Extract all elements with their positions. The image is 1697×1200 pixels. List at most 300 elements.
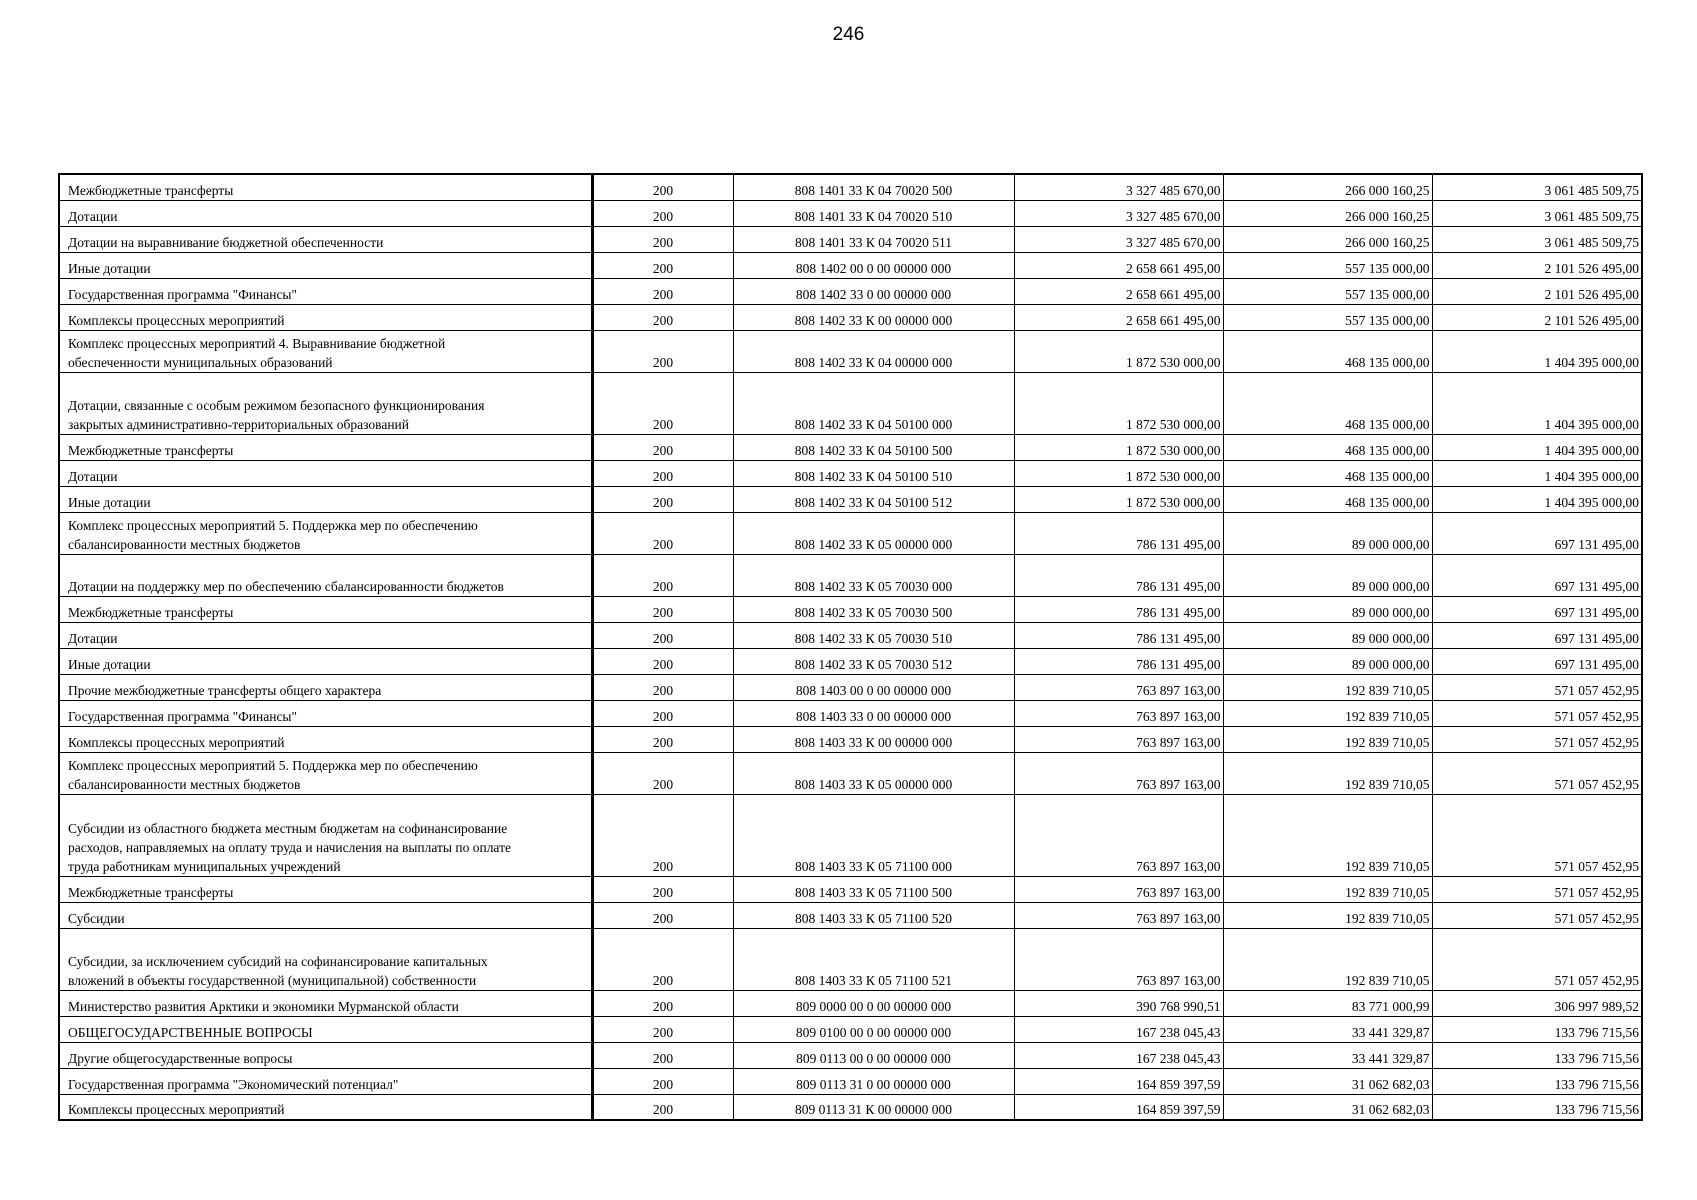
row-remainder-cell	[1432, 1016, 1642, 1042]
row-executed-cell	[1223, 554, 1432, 596]
row-code-cell	[592, 554, 733, 596]
row-name-text: Дотации на поддержку мер по обеспечению сбалансированности бюджетов	[68, 578, 504, 594]
row-executed-text: 468 135 000,00	[1345, 354, 1430, 370]
row-name-text: Комплексы процессных мероприятий	[68, 312, 285, 328]
row-remainder-cell	[1432, 330, 1642, 372]
row-code-text: 200	[652, 708, 674, 724]
row-executed-cell	[1223, 648, 1432, 674]
row-name-text: Другие общегосударственные вопросы	[68, 1050, 293, 1066]
table-row	[59, 1094, 1642, 1120]
row-executed-cell	[1223, 252, 1432, 278]
row-name-text: Дотации	[68, 208, 118, 224]
row-name-cell	[59, 1016, 592, 1042]
row-code-text: 200	[652, 630, 674, 646]
row-plan-text: 167 238 045,43	[1136, 1024, 1221, 1040]
row-name-text: Иные дотации	[68, 656, 151, 672]
row-executed-cell	[1223, 226, 1432, 252]
row-plan-text: 167 238 045,43	[1136, 1050, 1221, 1066]
row-plan-text: 763 897 163,00	[1136, 776, 1221, 792]
row-kbk-cell	[733, 434, 1014, 460]
table-row	[59, 876, 1642, 902]
row-code-text: 200	[652, 776, 674, 792]
row-remainder-cell	[1432, 460, 1642, 486]
row-executed-cell	[1223, 726, 1432, 752]
row-code-cell	[592, 512, 733, 554]
row-plan-cell	[1014, 372, 1223, 434]
row-name-text: Прочие межбюджетные трансферты общего характера	[68, 682, 382, 698]
row-remainder-cell	[1432, 1094, 1642, 1120]
row-remainder-cell	[1432, 486, 1642, 512]
row-executed-cell	[1223, 1042, 1432, 1068]
row-executed-text: 31 062 682,03	[1351, 1076, 1430, 1092]
row-executed-text: 192 839 710,05	[1345, 858, 1430, 874]
row-code-cell	[592, 700, 733, 726]
row-executed-text: 266 000 160,25	[1345, 208, 1430, 224]
row-remainder-text: 1 404 395 000,00	[1544, 442, 1639, 458]
row-kbk-cell	[733, 252, 1014, 278]
row-executed-cell	[1223, 876, 1432, 902]
row-kbk-text: 808 1402 33 0 00 00000 000	[795, 286, 952, 302]
row-plan-cell	[1014, 1016, 1223, 1042]
row-plan-text: 2 658 661 495,00	[1126, 286, 1221, 302]
row-plan-cell	[1014, 1042, 1223, 1068]
row-kbk-cell	[733, 174, 1014, 200]
row-kbk-text: 808 1402 33 К 04 50100 512	[794, 494, 953, 510]
row-executed-cell	[1223, 1016, 1432, 1042]
row-name-cell	[59, 876, 592, 902]
row-remainder-text: 571 057 452,95	[1554, 972, 1639, 988]
row-code-text: 200	[652, 998, 674, 1014]
row-name-cell	[59, 226, 592, 252]
row-code-text: 200	[652, 858, 674, 874]
row-plan-text: 1 872 530 000,00	[1126, 442, 1221, 458]
row-remainder-cell	[1432, 434, 1642, 460]
row-remainder-cell	[1432, 1068, 1642, 1094]
row-remainder-cell	[1432, 1042, 1642, 1068]
row-name-text: Межбюджетные трансферты	[68, 884, 234, 900]
row-remainder-cell	[1432, 928, 1642, 990]
row-name-text: Комплекс процессных мероприятий 5. Поддержка мер по обеспечению сбалансированности местных бюджетов	[68, 757, 478, 792]
row-remainder-text: 571 057 452,95	[1554, 708, 1639, 724]
row-executed-text: 266 000 160,25	[1345, 234, 1430, 250]
row-remainder-text: 697 131 495,00	[1554, 536, 1639, 552]
row-name-cell	[59, 200, 592, 226]
row-name-text: Государственная программа "Экономический потенциал"	[68, 1076, 399, 1092]
row-plan-text: 763 897 163,00	[1136, 884, 1221, 900]
row-plan-cell	[1014, 648, 1223, 674]
row-kbk-cell	[733, 1016, 1014, 1042]
row-code-text: 200	[652, 578, 674, 594]
row-code-text: 200	[652, 312, 674, 328]
row-plan-text: 786 131 495,00	[1136, 536, 1221, 552]
row-name-text: Комплексы процессных мероприятий	[68, 734, 285, 750]
row-kbk-cell	[733, 226, 1014, 252]
row-remainder-cell	[1432, 726, 1642, 752]
row-code-cell	[592, 1042, 733, 1068]
row-plan-cell	[1014, 700, 1223, 726]
row-remainder-text: 133 796 715,56	[1554, 1024, 1639, 1040]
row-executed-cell	[1223, 372, 1432, 434]
row-plan-cell	[1014, 252, 1223, 278]
row-kbk-cell	[733, 460, 1014, 486]
row-remainder-cell	[1432, 304, 1642, 330]
table-row	[59, 674, 1642, 700]
row-name-text: Комплексы процессных мероприятий	[68, 1102, 285, 1117]
row-plan-cell	[1014, 1068, 1223, 1094]
row-code-cell	[592, 1068, 733, 1094]
row-executed-text: 468 135 000,00	[1345, 442, 1430, 458]
row-executed-text: 192 839 710,05	[1345, 734, 1430, 750]
row-executed-cell	[1223, 794, 1432, 876]
row-plan-text: 763 897 163,00	[1136, 972, 1221, 988]
row-name-text: Субсидии	[68, 910, 125, 926]
row-plan-text: 763 897 163,00	[1136, 910, 1221, 926]
row-remainder-text: 571 057 452,95	[1554, 910, 1639, 926]
row-name-cell	[59, 622, 592, 648]
row-remainder-text: 2 101 526 495,00	[1544, 286, 1639, 302]
row-plan-text: 763 897 163,00	[1136, 708, 1221, 724]
row-plan-text: 786 131 495,00	[1136, 578, 1221, 594]
row-remainder-text: 2 101 526 495,00	[1544, 260, 1639, 276]
row-code-cell	[592, 330, 733, 372]
table-row	[59, 596, 1642, 622]
row-name-cell	[59, 304, 592, 330]
table-row	[59, 1042, 1642, 1068]
row-plan-cell	[1014, 486, 1223, 512]
row-executed-cell	[1223, 200, 1432, 226]
row-name-cell	[59, 990, 592, 1016]
row-kbk-cell	[733, 512, 1014, 554]
row-kbk-cell	[733, 674, 1014, 700]
row-code-cell	[592, 460, 733, 486]
row-kbk-text: 808 1402 33 К 05 00000 000	[794, 536, 953, 552]
row-remainder-cell	[1432, 512, 1642, 554]
row-code-text: 200	[652, 354, 674, 370]
row-plan-cell	[1014, 596, 1223, 622]
row-code-text: 200	[652, 208, 674, 224]
row-name-cell	[59, 726, 592, 752]
row-name-text: Межбюджетные трансферты	[68, 182, 234, 198]
row-remainder-text: 571 057 452,95	[1554, 858, 1639, 874]
row-remainder-cell	[1432, 648, 1642, 674]
row-executed-text: 83 771 000,99	[1351, 998, 1430, 1014]
row-name-cell	[59, 174, 592, 200]
row-remainder-text: 697 131 495,00	[1554, 656, 1639, 672]
row-name-text: Межбюджетные трансферты	[68, 604, 234, 620]
row-name-cell	[59, 674, 592, 700]
row-executed-cell	[1223, 304, 1432, 330]
row-executed-cell	[1223, 1068, 1432, 1094]
row-remainder-text: 571 057 452,95	[1554, 884, 1639, 900]
row-remainder-text: 3 061 485 509,75	[1544, 234, 1639, 250]
row-plan-cell	[1014, 200, 1223, 226]
row-executed-cell	[1223, 596, 1432, 622]
row-code-text: 200	[652, 1050, 674, 1066]
row-name-text: Межбюджетные трансферты	[68, 442, 234, 458]
row-code-cell	[592, 876, 733, 902]
row-kbk-cell	[733, 554, 1014, 596]
row-plan-text: 763 897 163,00	[1136, 734, 1221, 750]
row-kbk-cell	[733, 700, 1014, 726]
row-remainder-cell	[1432, 554, 1642, 596]
row-executed-text: 468 135 000,00	[1345, 494, 1430, 510]
table-row	[59, 278, 1642, 304]
row-kbk-text: 808 1402 33 К 05 70030 510	[794, 630, 953, 646]
row-remainder-text: 3 061 485 509,75	[1544, 182, 1639, 198]
row-executed-cell	[1223, 902, 1432, 928]
row-remainder-text: 697 131 495,00	[1554, 604, 1639, 620]
row-code-text: 200	[652, 442, 674, 458]
row-code-text: 200	[652, 734, 674, 750]
row-plan-text: 390 768 990,51	[1136, 998, 1221, 1014]
row-executed-text: 192 839 710,05	[1345, 972, 1430, 988]
row-plan-cell	[1014, 876, 1223, 902]
row-code-text: 200	[652, 416, 674, 432]
table-row	[59, 330, 1642, 372]
row-kbk-text: 808 1403 33 К 05 00000 000	[794, 776, 953, 792]
row-plan-text: 1 872 530 000,00	[1126, 354, 1221, 370]
row-plan-cell	[1014, 902, 1223, 928]
row-code-cell	[592, 794, 733, 876]
row-remainder-cell	[1432, 226, 1642, 252]
table-row	[59, 928, 1642, 990]
row-kbk-text: 808 1402 33 К 04 50100 510	[794, 468, 953, 484]
row-remainder-cell	[1432, 752, 1642, 794]
row-plan-cell	[1014, 434, 1223, 460]
row-code-cell	[592, 1094, 733, 1120]
row-remainder-text: 306 997 989,52	[1554, 998, 1639, 1014]
row-name-cell	[59, 928, 592, 990]
row-kbk-text: 808 1402 33 К 04 50100 500	[794, 442, 953, 458]
row-executed-cell	[1223, 990, 1432, 1016]
row-code-text: 200	[652, 682, 674, 698]
row-code-cell	[592, 226, 733, 252]
row-kbk-text: 808 1402 33 К 05 70030 500	[794, 604, 953, 620]
row-plan-cell	[1014, 554, 1223, 596]
row-plan-cell	[1014, 226, 1223, 252]
row-kbk-cell	[733, 372, 1014, 434]
row-code-cell	[592, 1016, 733, 1042]
row-executed-cell	[1223, 622, 1432, 648]
row-executed-text: 89 000 000,00	[1351, 656, 1430, 672]
row-plan-text: 786 131 495,00	[1136, 604, 1221, 620]
row-kbk-cell	[733, 622, 1014, 648]
row-kbk-text: 808 1403 33 0 00 00000 000	[795, 708, 952, 724]
row-executed-text: 192 839 710,05	[1345, 884, 1430, 900]
row-remainder-cell	[1432, 174, 1642, 200]
row-name-cell	[59, 434, 592, 460]
row-code-text: 200	[652, 884, 674, 900]
row-kbk-text: 808 1403 33 К 05 71100 000	[794, 858, 952, 874]
row-name-cell	[59, 372, 592, 434]
row-kbk-cell	[733, 726, 1014, 752]
row-remainder-text: 571 057 452,95	[1554, 734, 1639, 750]
row-remainder-text: 3 061 485 509,75	[1544, 208, 1639, 224]
row-kbk-text: 808 1401 33 К 04 70020 500	[794, 182, 953, 198]
row-name-text: Иные дотации	[68, 260, 151, 276]
row-code-cell	[592, 434, 733, 460]
row-kbk-cell	[733, 752, 1014, 794]
row-remainder-text: 697 131 495,00	[1554, 630, 1639, 646]
table-row	[59, 794, 1642, 876]
row-executed-text: 33 441 329,87	[1351, 1050, 1430, 1066]
row-kbk-text: 808 1401 33 К 04 70020 511	[794, 234, 952, 250]
row-name-text: Субсидии, за исключением субсидий на софинансирование капитальных вложений в объекты государственной (муниципальной) собственности	[68, 953, 488, 988]
row-plan-cell	[1014, 622, 1223, 648]
row-remainder-cell	[1432, 794, 1642, 876]
row-plan-text: 786 131 495,00	[1136, 630, 1221, 646]
row-plan-text: 763 897 163,00	[1136, 682, 1221, 698]
row-kbk-cell	[733, 876, 1014, 902]
table-row	[59, 554, 1642, 596]
row-name-text: Комплекс процессных мероприятий 5. Поддержка мер по обеспечению сбалансированности местных бюджетов	[68, 517, 478, 552]
row-executed-text: 89 000 000,00	[1351, 578, 1430, 594]
row-remainder-cell	[1432, 622, 1642, 648]
row-name-text: Министерство развития Арктики и экономики Мурманской области	[68, 998, 459, 1014]
row-code-text: 200	[652, 910, 674, 926]
table-row	[59, 434, 1642, 460]
table-row	[59, 902, 1642, 928]
row-plan-cell	[1014, 752, 1223, 794]
table-row	[59, 700, 1642, 726]
page-number: 246	[832, 24, 865, 45]
row-code-text: 200	[652, 182, 674, 198]
row-executed-cell	[1223, 752, 1432, 794]
table-row	[59, 512, 1642, 554]
row-kbk-cell	[733, 794, 1014, 876]
budget-table	[58, 173, 1643, 1121]
row-remainder-cell	[1432, 876, 1642, 902]
row-kbk-text: 808 1402 33 К 05 70030 512	[794, 656, 953, 672]
table-row	[59, 486, 1642, 512]
row-code-cell	[592, 372, 733, 434]
row-kbk-text: 808 1403 33 К 05 71100 521	[794, 972, 952, 988]
row-name-text: Государственная программа "Финансы"	[68, 708, 298, 724]
row-plan-text: 164 859 397,59	[1136, 1102, 1221, 1117]
row-remainder-cell	[1432, 200, 1642, 226]
row-executed-cell	[1223, 928, 1432, 990]
row-name-cell	[59, 460, 592, 486]
row-plan-text: 3 327 485 670,00	[1126, 182, 1221, 198]
row-kbk-cell	[733, 278, 1014, 304]
row-code-cell	[592, 174, 733, 200]
row-code-cell	[592, 674, 733, 700]
row-name-cell	[59, 486, 592, 512]
row-name-cell	[59, 902, 592, 928]
row-executed-text: 468 135 000,00	[1345, 468, 1430, 484]
table-row	[59, 372, 1642, 434]
row-remainder-text: 1 404 395 000,00	[1544, 354, 1639, 370]
row-remainder-text: 133 796 715,56	[1554, 1076, 1639, 1092]
row-name-cell	[59, 252, 592, 278]
row-kbk-text: 808 1403 00 0 00 00000 000	[795, 682, 952, 698]
row-remainder-cell	[1432, 372, 1642, 434]
row-kbk-text: 809 0100 00 0 00 00000 000	[795, 1024, 952, 1040]
row-name-cell	[59, 1068, 592, 1094]
row-kbk-cell	[733, 928, 1014, 990]
row-plan-cell	[1014, 512, 1223, 554]
row-executed-text: 557 135 000,00	[1345, 286, 1430, 302]
row-plan-cell	[1014, 928, 1223, 990]
row-name-cell	[59, 794, 592, 876]
table-row	[59, 174, 1642, 200]
row-code-cell	[592, 486, 733, 512]
row-plan-text: 164 859 397,59	[1136, 1076, 1221, 1092]
row-executed-text: 192 839 710,05	[1345, 776, 1430, 792]
row-plan-cell	[1014, 1094, 1223, 1120]
row-code-cell	[592, 752, 733, 794]
row-plan-cell	[1014, 674, 1223, 700]
row-code-cell	[592, 596, 733, 622]
row-kbk-cell	[733, 330, 1014, 372]
row-kbk-cell	[733, 1042, 1014, 1068]
table-row	[59, 226, 1642, 252]
row-executed-text: 89 000 000,00	[1351, 630, 1430, 646]
row-code-cell	[592, 622, 733, 648]
row-name-text: ОБЩЕГОСУДАРСТВЕННЫЕ ВОПРОСЫ	[68, 1024, 313, 1040]
row-code-cell	[592, 990, 733, 1016]
row-executed-text: 266 000 160,25	[1345, 182, 1430, 198]
row-plan-cell	[1014, 726, 1223, 752]
row-kbk-text: 808 1402 33 К 04 00000 000	[794, 354, 953, 370]
row-code-text: 200	[652, 1024, 674, 1040]
row-code-text: 200	[652, 1102, 674, 1117]
row-remainder-cell	[1432, 252, 1642, 278]
row-name-text: Дотации	[68, 630, 118, 646]
row-executed-text: 89 000 000,00	[1351, 604, 1430, 620]
row-remainder-cell	[1432, 902, 1642, 928]
row-name-cell	[59, 330, 592, 372]
row-name-cell	[59, 1042, 592, 1068]
row-executed-cell	[1223, 278, 1432, 304]
table-row	[59, 252, 1642, 278]
row-code-text: 200	[652, 494, 674, 510]
row-kbk-text: 808 1402 33 К 05 70030 000	[794, 578, 953, 594]
row-plan-text: 786 131 495,00	[1136, 656, 1221, 672]
row-name-cell	[59, 648, 592, 674]
row-kbk-cell	[733, 1068, 1014, 1094]
row-kbk-text: 808 1403 33 К 00 00000 000	[794, 734, 953, 750]
row-executed-cell	[1223, 486, 1432, 512]
row-code-cell	[592, 928, 733, 990]
row-code-text: 200	[652, 468, 674, 484]
row-executed-cell	[1223, 434, 1432, 460]
row-code-cell	[592, 726, 733, 752]
row-executed-text: 557 135 000,00	[1345, 312, 1430, 328]
row-kbk-text: 808 1402 33 К 00 00000 000	[794, 312, 953, 328]
row-executed-text: 192 839 710,05	[1345, 708, 1430, 724]
row-plan-text: 3 327 485 670,00	[1126, 208, 1221, 224]
row-name-cell	[59, 278, 592, 304]
row-plan-text: 763 897 163,00	[1136, 858, 1221, 874]
row-name-text: Иные дотации	[68, 494, 151, 510]
row-plan-text: 1 872 530 000,00	[1126, 416, 1221, 432]
row-code-text: 200	[652, 536, 674, 552]
row-code-text: 200	[652, 1076, 674, 1092]
row-executed-text: 192 839 710,05	[1345, 682, 1430, 698]
row-name-cell	[59, 554, 592, 596]
table-row	[59, 726, 1642, 752]
row-executed-text: 33 441 329,87	[1351, 1024, 1430, 1040]
row-kbk-cell	[733, 304, 1014, 330]
row-kbk-cell	[733, 486, 1014, 512]
row-remainder-cell	[1432, 674, 1642, 700]
row-code-cell	[592, 304, 733, 330]
row-plan-text: 3 327 485 670,00	[1126, 234, 1221, 250]
row-plan-cell	[1014, 460, 1223, 486]
row-code-text: 200	[652, 234, 674, 250]
table-row	[59, 304, 1642, 330]
